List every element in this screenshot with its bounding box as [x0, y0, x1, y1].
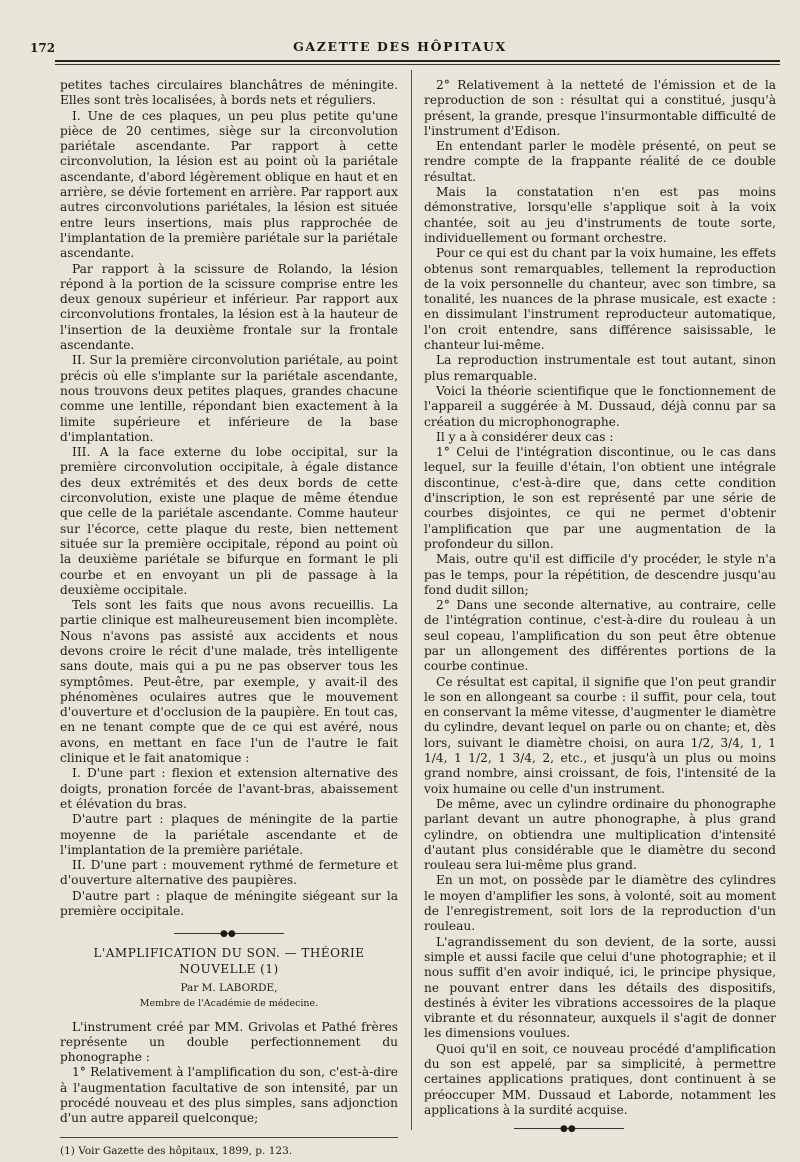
- paragraph: II. Sur la première circonvolution pariétale, au point précis où elle s'implante sur la pariétale ascendante, nous trouvons deux petites plaques, grandes chacune comme une lentille, répondant bien exactement à la limite supérieure et inférieure de la base d'implantation.: [60, 353, 398, 444]
- paragraph: En un mot, on possède par le diamètre des cylindres le moyen d'amplifier les sons, à volonté, soit au moment de l'enregistrement, soit lors de la reproduction d'un rouleau.: [424, 873, 776, 934]
- footnote-rule: [60, 1137, 398, 1138]
- paragraph: petites taches circulaires blanchâtres de méningite. Elles sont très localisées, à bords nets et réguliers.: [60, 78, 398, 108]
- article-author: Par M. LABORDE,: [180, 981, 278, 994]
- article-title: L'AMPLIFICATION DU SON. — THÉORIE NOUVELLE (1): [93, 946, 365, 976]
- header-rule-thin: [55, 64, 780, 65]
- paragraph: Mais la constatation n'en est pas moins démonstrative, lorsqu'elle s'applique soit à la voix chantée, soit au jeu d'instruments de toute sorte, individuellement ou formant orchestre.: [424, 185, 776, 245]
- right-column: [424, 78, 776, 1135]
- paragraph: La reproduction instrumentale est tout autant, sinon plus remarquable.: [424, 353, 776, 383]
- section-separator: ●●: [174, 933, 284, 934]
- paragraph: De même, avec un cylindre ordinaire du phonographe parlant devant un autre phonographe, à plus grand cylindre, on obtiendra une multiplication d'intensité d'autant plus considérable que le diamètre du second rouleau sera lui-même plus grand.: [424, 796, 776, 873]
- paragraph: D'autre part : plaque de méningite siégeant sur la première occipitale.: [60, 888, 398, 919]
- header-rule: [55, 60, 780, 62]
- paragraph: Mais, outre qu'il est difficile d'y procéder, le style n'a pas le temps, pour la répétition, de descendre jusqu'au fond dudit sillon;: [424, 552, 776, 597]
- footnote: (1) Voir Gazette des hôpitaux, 1899, p. 123.: [60, 1144, 293, 1157]
- paragraph: I. Une de ces plaques, un peu plus petite qu'une pièce de 20 centimes, siège sur la circonvolution pariétale ascendante. Par rapport à cette circonvolution, la lésion est au point où la pariétale ascendante, d'abord légèrement oblique en haut et en arrière, se dévie fortement en arrière. Par rapport aux autres circonvolutions pariétales, la lésion est située entre leurs insertions, mais plus rapprochée de l'implantation de la première pariétale sur la pariétale ascendante.: [60, 108, 398, 261]
- paragraph: II. D'une part : mouvement rythmé de fermeture et d'ouverture alternative des paupières.: [60, 858, 398, 888]
- paragraph: Voici la théorie scientifique que le fonctionnement de l'appareil a suggérée à M. Dussaud, déjà connu par sa création du microphonographe.: [424, 383, 776, 429]
- paragraph: Pour ce qui est du chant par la voix humaine, les effets obtenus sont remarquables, tellement la reproduction de la voix personnelle du chanteur, avec son timbre, sa tonalité, les nuances de la phrase musicale, est exacte : en dissimulant l'instrument reproducteur automatique, l'on croit entendre, sans différence saisissable, le chanteur lui-même.: [424, 246, 776, 353]
- paragraph: Tels sont les faits que nous avons recueillis. La partie clinique est malheureusement bien incomplète. Nous n'avons pas assisté aux accidents et nous devons croire le récit d'une malade, très intelligente sans doute, mais qui a pu ne pas observer tous les symptômes. Peut-être, par exemple, y avait-il des phénomènes oculaires autres que le mouvement d'ouverture et d'occlusion de la paupière. En tout cas, en ne tenant compte que de ce qui est avéré, nous avons, en mettant en face l'un de l'autre le fait clinique et le fait anatomique :: [60, 598, 398, 766]
- paragraph: L'instrument créé par MM. Grivolas et Pathé frères représente un double perfectionnement du phonographe :: [60, 1019, 398, 1065]
- paragraph: 2° Dans une seconde alternative, au contraire, celle de l'intégration continue, c'est-à-dire du rouleau à un seul copeau, l'amplification du son peut être obtenue par un allongement des différentes portions de la courbe continue.: [424, 598, 776, 674]
- paragraph: Quoi qu'il en soit, ce nouveau procédé d'amplification du son est appelé, par sa simplicité, à permettre certaines applications pratiques, dont continuent à se préoccuper MM. Dussaud et Laborde, notamment les applications à la surdité acquise.: [424, 1041, 776, 1117]
- running-head: GAZETTE DES HÔPITAUX: [293, 39, 507, 54]
- author-affiliation: Membre de l'Académie de médecine.: [139, 998, 319, 1010]
- paragraph: 1° Celui de l'intégration discontinue, ou le cas dans lequel, sur la feuille d'étain, l'on obtient une intégrale discontinue, c'est-à-dire que, dans cette condition d'inscription, le son est représenté par une série de courbes disjointes, ce qui ne permet d'obtenir l'amplification que par une augmentation de la profondeur du sillon.: [424, 445, 776, 551]
- paragraph: I. D'une part : flexion et extension alternative des doigts, pronation forcée de l'avant-bras, abaissement et élévation du bras.: [60, 766, 398, 811]
- paragraph: 1° Relativement à l'amplification du son, c'est-à-dire à l'augmentation facultative de son intensité, par un procédé nouveau et des plus simples, sans adjonction d'un autre appareil quelconque;: [60, 1065, 398, 1126]
- paragraph: D'autre part : plaques de méningite de la partie moyenne de la pariétale ascendante et de l'implantation de la première pariétale.: [60, 812, 398, 857]
- end-separator: ●●: [514, 1128, 624, 1129]
- column-divider: [411, 70, 412, 1130]
- paragraph: Par rapport à la scissure de Rolando, la lésion répond à la portion de la scissure comprise entre les deux genoux supérieur et inférieur. Par rapport aux circonvolutions frontales, la lésion est à la hauteur de l'insertion de la deuxième frontale sur la frontale ascendante.: [60, 261, 398, 353]
- page-number: 172: [30, 41, 56, 55]
- left-column: [60, 78, 398, 1159]
- paragraph: 2° Relativement à la netteté de l'émission et de la reproduction de son : résultat qui a constitué, jusqu'à présent, la grande, presque l'insurmontable difficulté de l'instrument d'Edison.: [424, 78, 776, 138]
- paragraph: En entendant parler le modèle présenté, on peut se rendre compte de la frappante réalité de ce double résultat.: [424, 139, 776, 184]
- paragraph: Ce résultat est capital, il signifie que l'on peut grandir le son en allongeant sa courbe : il suffit, pour cela, tout en conservant la même vitesse, d'augmenter le diamètre du cylindre, devant lequel on parle ou on chante; et, dès lors, suivant le diamètre choisi, on aura 1/2, 3/4, 1, 1 1/4, 1 1/2, 1 3/4, 2, etc., et jusqu'à un plus ou moins grand nombre, ainsi croissant, de fois, l'intensité de la voix humaine ou celle d'un instrument.: [424, 674, 776, 796]
- paragraph: Il y a à considérer deux cas :: [436, 429, 614, 444]
- paragraph: III. A la face externe du lobe occipital, sur la première circonvolution occipitale, à égale distance des deux extrémités et des deux bords de cette circonvolution, existe une plaque de même étendue que celle de la pariétale ascendante. Comme hauteur sur l'écorce, cette plaque du reste, bien nettement située sur la première occipitale, répond au point où la deuxième pariétale se bifurque en formant le pli courbe et en envoyant un pli de passage à la deuxième occipitale.: [60, 445, 398, 597]
- paragraph: L'agrandissement du son devient, de la sorte, aussi simple et aussi facile que celui d'une photographie; et il nous suffit d'en avoir indiqué, ici, le principe physique, ne pouvant entrer dans les détails des dispositifs, destinés à éviter les vibrations accessoires de la plaque vibrante et du résonnateur, auxquels il s'agit de donner les dimensions voulues.: [424, 934, 776, 1041]
